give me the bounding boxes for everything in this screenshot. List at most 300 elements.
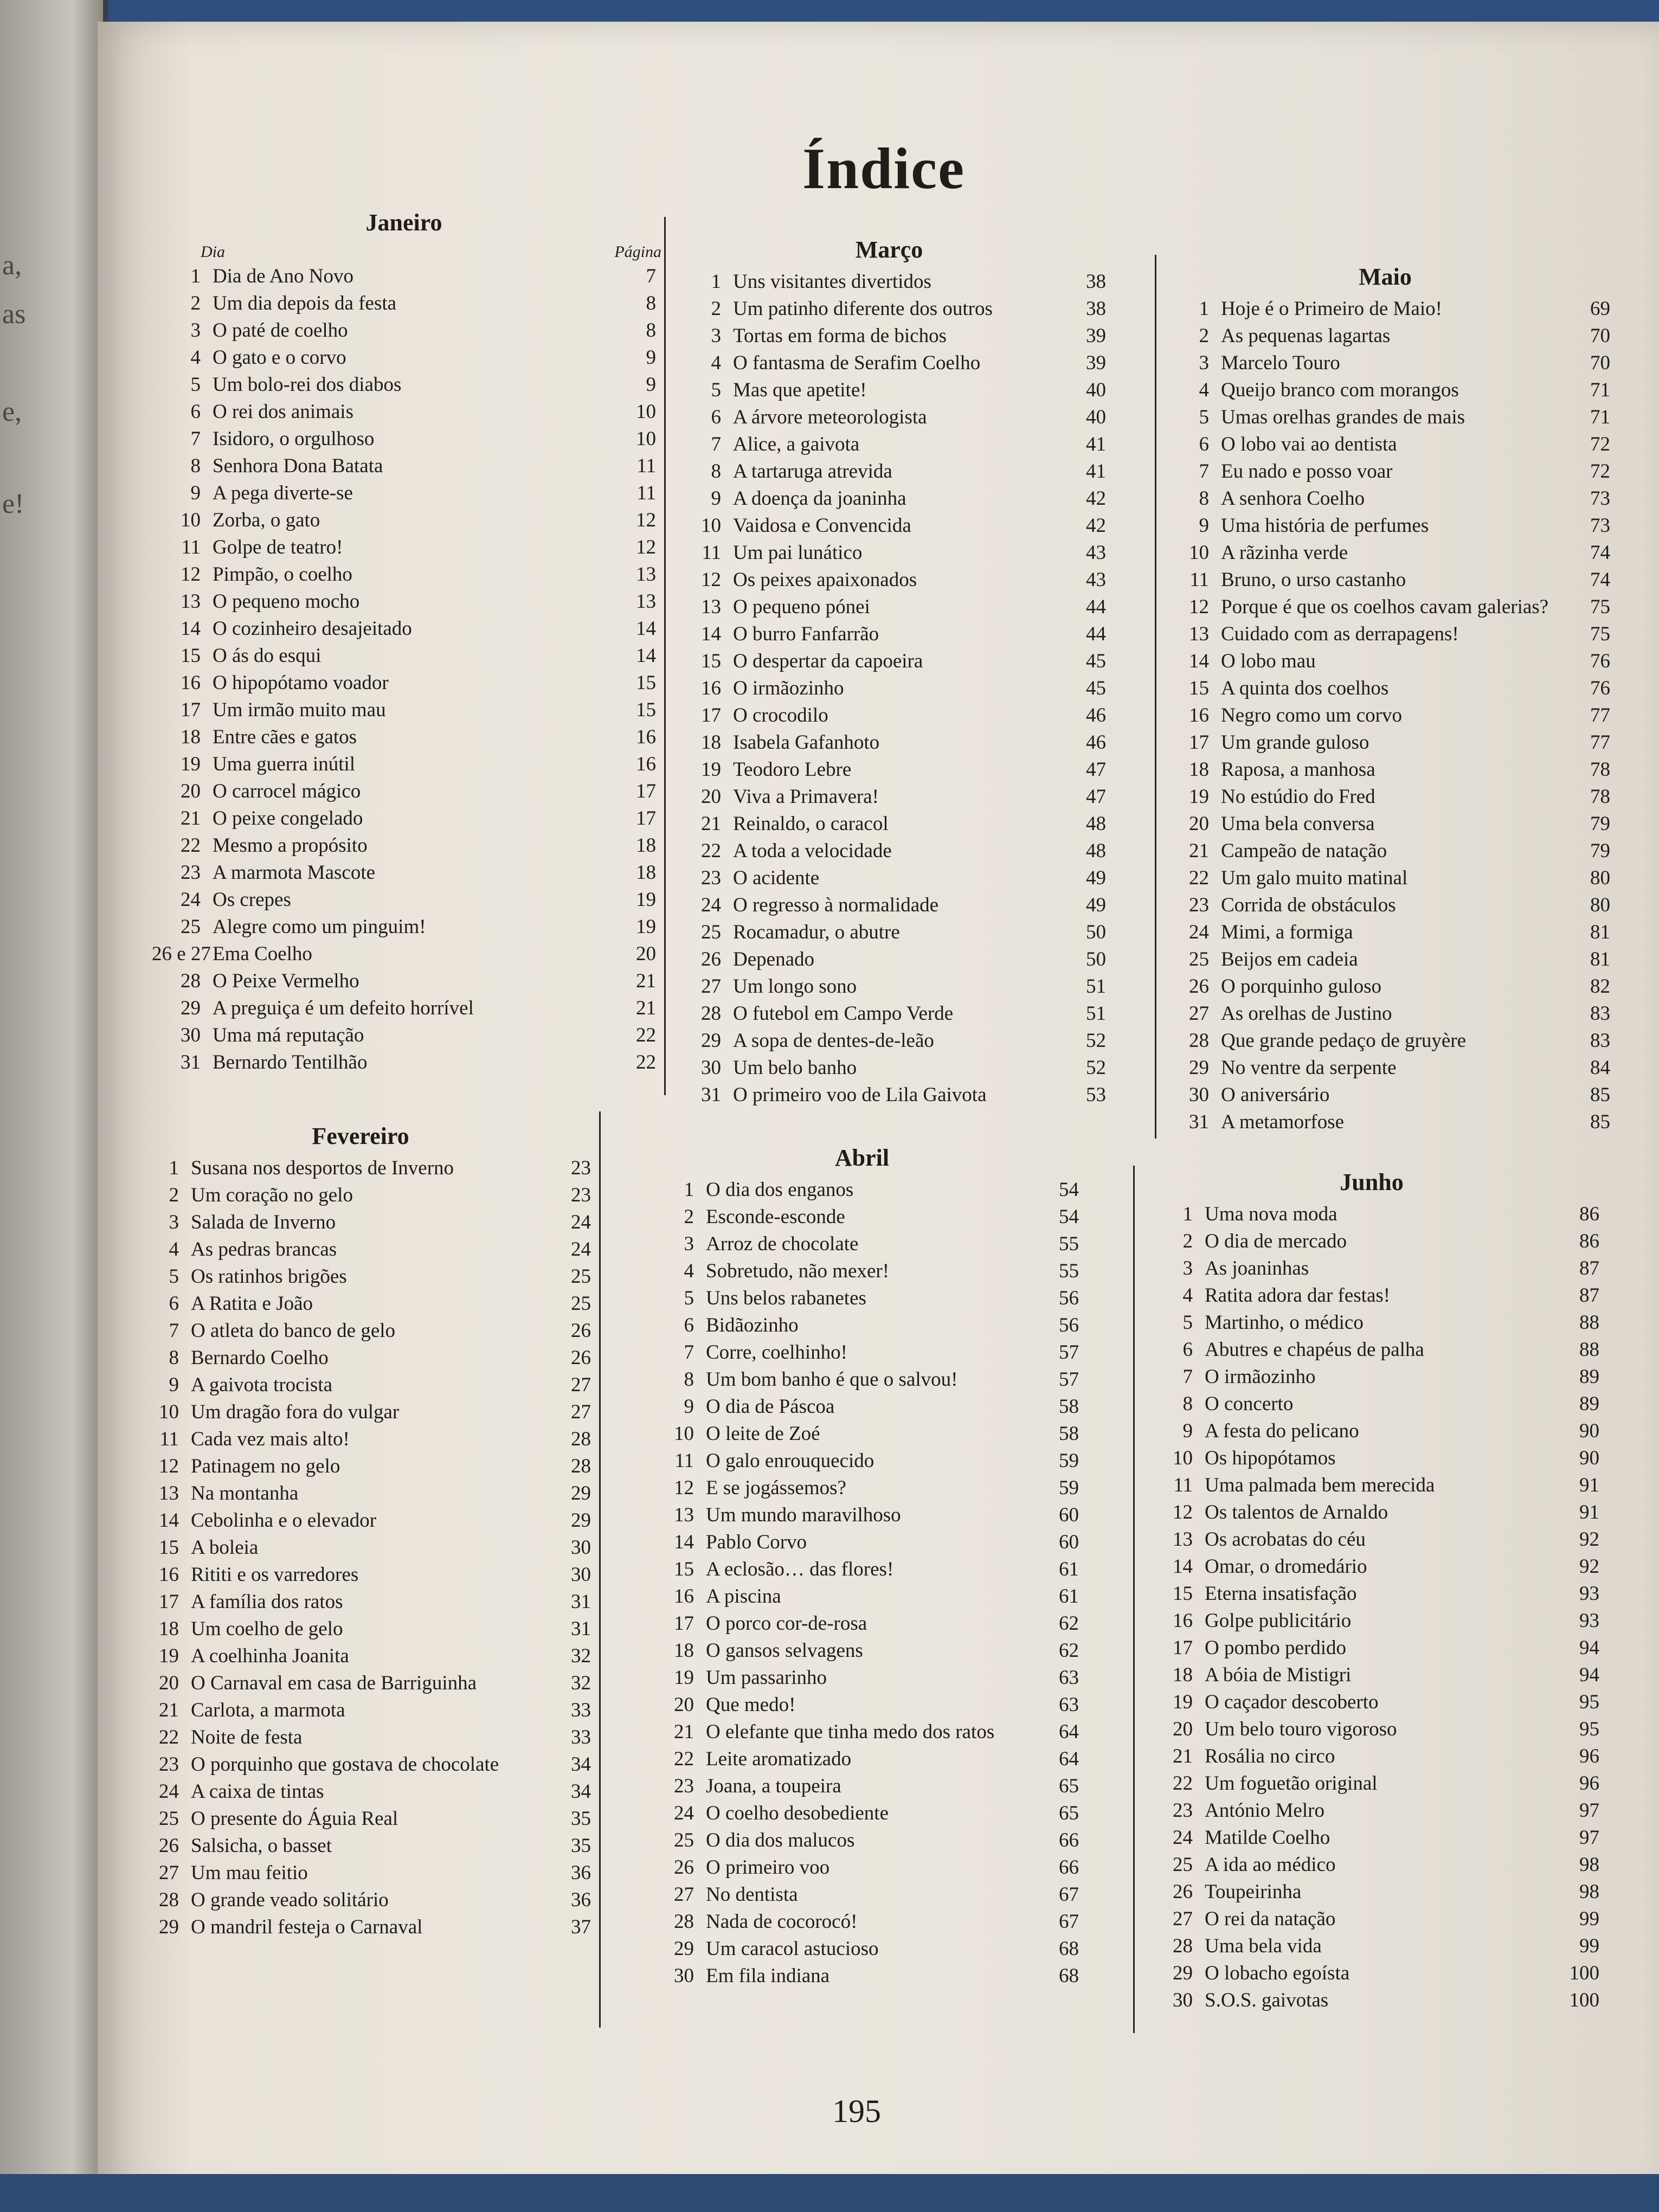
index-entry <box>672 975 1106 1002</box>
entry-page: 10 <box>636 401 656 423</box>
index-entry <box>645 1287 1079 1314</box>
entry-title: Uma guerra inútil <box>213 753 356 775</box>
entry-title: Os crepes <box>213 889 291 911</box>
entry-day: 11 <box>1189 569 1209 591</box>
index-entry <box>152 644 656 671</box>
column-divider <box>599 1111 601 2028</box>
entry-day: 16 <box>1173 1610 1193 1632</box>
entry-day: 4 <box>190 346 201 369</box>
entry-title: Uns visitantes divertidos <box>733 271 931 293</box>
entry-day: 23 <box>159 1753 179 1776</box>
index-entry <box>645 1693 1079 1720</box>
entry-title: O rei dos animais <box>213 401 353 423</box>
entry-page: 62 <box>1059 1612 1079 1635</box>
index-entry <box>152 834 656 861</box>
entry-title: O gato e o corvo <box>213 346 346 369</box>
index-entry <box>672 622 1106 650</box>
entry-title: A metamorfose <box>1221 1111 1345 1133</box>
entry-page: 39 <box>1086 325 1106 347</box>
index-entry <box>152 292 656 319</box>
entry-page: 83 <box>1590 1030 1610 1052</box>
entry-page: 96 <box>1579 1772 1599 1795</box>
entry-day: 22 <box>674 1748 694 1770</box>
index-entry <box>645 1883 1079 1910</box>
entry-page: 42 <box>1086 487 1106 510</box>
index-entry <box>645 1666 1079 1693</box>
entry-day: 29 <box>159 1916 179 1938</box>
entry-page: 13 <box>636 563 656 586</box>
entry-page: 37 <box>571 1916 591 1938</box>
entry-day: 6 <box>190 401 201 423</box>
entry-page: 84 <box>1590 1057 1610 1079</box>
index-entry <box>672 758 1106 785</box>
entry-page: 64 <box>1059 1748 1079 1770</box>
entry-day: 1 <box>169 1157 179 1179</box>
entry-page: 76 <box>1590 650 1610 672</box>
column-labels <box>152 243 661 265</box>
entry-title: A marmota Mascote <box>213 861 376 884</box>
index-entry <box>152 753 656 780</box>
entry-page: 79 <box>1590 813 1610 835</box>
entry-title: Martinho, o médico <box>1205 1311 1364 1334</box>
entry-day: 3 <box>190 319 201 342</box>
index-entry <box>645 1612 1079 1639</box>
entry-page: 96 <box>1579 1745 1599 1767</box>
entry-page: 46 <box>1086 704 1106 726</box>
index-entry <box>672 731 1106 758</box>
index-entry <box>1144 1853 1599 1880</box>
adjacent-page-edge <box>0 0 103 2212</box>
index-entry <box>1160 975 1610 1002</box>
entry-page: 94 <box>1579 1637 1599 1659</box>
entry-title: Um bom banho é que o salvou! <box>706 1368 958 1391</box>
entry-title: Rosália no circo <box>1205 1745 1335 1767</box>
entry-day: 9 <box>190 482 201 504</box>
index-entry <box>1160 1083 1610 1110</box>
index-entry <box>152 671 656 698</box>
entry-page: 70 <box>1590 352 1610 374</box>
entry-title: Um grande guloso <box>1221 731 1369 754</box>
entry-day: 6 <box>1199 433 1209 455</box>
entry-list <box>672 270 1106 1110</box>
entry-day: 26 <box>1189 975 1209 998</box>
entry-title: Alegre como um pinguim! <box>213 916 426 938</box>
entry-title: A pega diverte-se <box>213 482 353 504</box>
entry-page: 44 <box>1086 623 1106 645</box>
entry-title: O lobacho egoísta <box>1205 1962 1350 1984</box>
index-entry <box>672 893 1106 921</box>
entry-day: 15 <box>159 1536 179 1559</box>
entry-day: 1 <box>684 1179 694 1201</box>
entry-page: 87 <box>1579 1284 1599 1307</box>
index-entry <box>1160 595 1610 622</box>
entry-day: 21 <box>1189 840 1209 862</box>
entry-day: 27 <box>1189 1002 1209 1025</box>
entry-page: 75 <box>1590 596 1610 618</box>
index-entry <box>1144 1311 1599 1338</box>
index-entry <box>1144 1392 1599 1419</box>
entry-title: Bernardo Coelho <box>191 1347 329 1369</box>
entry-day: 29 <box>1189 1057 1209 1079</box>
entry-day: 31 <box>701 1084 721 1106</box>
entry-page: 38 <box>1086 298 1106 320</box>
index-entry <box>152 265 656 292</box>
index-entry <box>130 1292 591 1319</box>
entry-day: 20 <box>181 780 201 802</box>
entry-day: 24 <box>159 1780 179 1803</box>
entry-page: 90 <box>1579 1420 1599 1442</box>
index-entry <box>672 270 1106 297</box>
entry-title: Noite de festa <box>191 1726 303 1748</box>
entry-title: O paté de coelho <box>213 319 348 342</box>
index-entry <box>672 1002 1106 1029</box>
index-entry <box>645 1774 1079 1802</box>
entry-title: Bruno, o urso castanho <box>1221 569 1406 591</box>
entry-title: O aniversário <box>1221 1084 1330 1106</box>
entry-title: Uma palmada bem merecida <box>1205 1474 1435 1496</box>
index-entry <box>130 1834 591 1861</box>
index-entry <box>645 1232 1079 1259</box>
entry-page: 43 <box>1086 569 1106 591</box>
entry-title: O crocodilo <box>733 704 828 726</box>
index-entry <box>672 650 1106 677</box>
index-entry <box>152 807 656 834</box>
entry-page: 15 <box>636 672 656 694</box>
margin-fragment: a, <box>2 250 22 281</box>
entry-page: 40 <box>1086 379 1106 401</box>
index-entry <box>1160 460 1610 487</box>
entry-day: 23 <box>674 1775 694 1797</box>
entry-title: Que medo! <box>706 1694 796 1716</box>
entry-day: 10 <box>701 515 721 537</box>
entry-day: 8 <box>684 1368 694 1391</box>
entry-title: Um bolo-rei dos diabos <box>213 374 402 396</box>
entry-title: A rãzinha verde <box>1221 542 1348 564</box>
entry-day: 26 <box>701 948 721 970</box>
entry-page: 51 <box>1086 975 1106 998</box>
index-entry <box>645 1856 1079 1883</box>
entry-day: 21 <box>181 807 201 829</box>
entry-title: Toupeirinha <box>1205 1881 1302 1903</box>
month-heading: Fevereiro <box>312 1123 409 1149</box>
entry-title: A toda a velocidade <box>733 840 892 862</box>
index-entry <box>645 1178 1079 1205</box>
index-entry <box>130 1156 591 1184</box>
entry-day: 25 <box>181 916 201 938</box>
entry-page: 69 <box>1590 298 1610 320</box>
index-entry <box>130 1184 591 1211</box>
entry-day: 5 <box>190 374 201 396</box>
index-entry <box>672 514 1106 541</box>
entry-page: 99 <box>1579 1935 1599 1957</box>
entry-day: 8 <box>1199 487 1209 510</box>
entry-day: 11 <box>674 1450 694 1472</box>
index-entry <box>1144 1501 1599 1528</box>
entry-page: 74 <box>1590 569 1610 591</box>
entry-page: 31 <box>571 1618 591 1640</box>
index-entry <box>645 1558 1079 1585</box>
entry-day: 27 <box>701 975 721 998</box>
index-entry <box>645 1449 1079 1476</box>
entry-title: O grande veado solitário <box>191 1889 389 1911</box>
entry-page: 86 <box>1579 1203 1599 1225</box>
index-entry <box>1144 1257 1599 1284</box>
entry-page: 100 <box>1569 1989 1599 2011</box>
entry-title: A gaivota trocista <box>191 1374 332 1396</box>
entry-page: 8 <box>646 292 656 314</box>
entry-day: 22 <box>1173 1772 1193 1795</box>
entry-page: 41 <box>1086 433 1106 455</box>
entry-title: Omar, o dromedário <box>1205 1555 1367 1578</box>
index-entry <box>152 617 656 644</box>
index-entry <box>672 812 1106 839</box>
page-number: 195 <box>832 2093 881 2129</box>
index-entry <box>1144 1446 1599 1474</box>
index-entry <box>1160 297 1610 324</box>
entry-page: 87 <box>1579 1257 1599 1279</box>
entry-title: O cozinheiro desajeitado <box>213 618 412 640</box>
entry-title: O leite de Zoé <box>706 1423 820 1445</box>
entry-page: 14 <box>636 618 656 640</box>
entry-title: Viva a Primavera! <box>733 786 879 808</box>
index-entry <box>645 1205 1079 1232</box>
entry-day: 4 <box>711 352 721 374</box>
entry-day: 25 <box>159 1808 179 1830</box>
index-entry <box>152 373 656 400</box>
entry-page: 22 <box>636 1051 656 1073</box>
entry-title: Na montanha <box>191 1482 299 1504</box>
entry-page: 58 <box>1059 1423 1079 1445</box>
entry-title: Os acrobatas do céu <box>1205 1528 1366 1551</box>
dia-label: Dia <box>201 243 225 261</box>
entry-title: O concerto <box>1205 1393 1294 1415</box>
entry-title: Uns belos rabanetes <box>706 1287 866 1309</box>
entry-day: 22 <box>701 840 721 862</box>
entry-day: 25 <box>1189 948 1209 970</box>
entry-title: A festa do pelicano <box>1205 1420 1359 1442</box>
entry-title: Cada vez mais alto! <box>191 1428 350 1450</box>
entry-day: 22 <box>1189 867 1209 889</box>
entry-day: 2 <box>1199 325 1209 347</box>
entry-day: 6 <box>684 1314 694 1336</box>
entry-day: 12 <box>674 1477 694 1499</box>
entry-day: 1 <box>711 271 721 293</box>
entry-page: 85 <box>1590 1084 1610 1106</box>
index-entry <box>1144 1338 1599 1365</box>
index-entry <box>672 948 1106 975</box>
index-entry <box>645 1720 1079 1747</box>
entry-day: 17 <box>701 704 721 726</box>
entry-day: 30 <box>674 1965 694 1987</box>
entry-title: O despertar da capoeira <box>733 650 923 672</box>
entry-title: Corre, coelhinho! <box>706 1341 847 1364</box>
entry-page: 42 <box>1086 515 1106 537</box>
entry-page: 92 <box>1579 1528 1599 1551</box>
index-entry <box>1160 785 1610 812</box>
entry-day: 23 <box>1189 894 1209 916</box>
index-entry <box>1144 1799 1599 1826</box>
index-entry <box>1160 758 1610 785</box>
index-entry <box>1144 1718 1599 1745</box>
index-entry <box>672 378 1106 406</box>
entry-day: 21 <box>701 813 721 835</box>
index-entry <box>130 1671 591 1699</box>
entry-title: A doença da joaninha <box>733 487 906 510</box>
entry-page: 18 <box>636 834 656 857</box>
entry-title: O porco cor-de-rosa <box>706 1612 867 1635</box>
entry-page: 61 <box>1059 1558 1079 1580</box>
entry-day: 22 <box>181 834 201 857</box>
entry-title: Em fila indiana <box>706 1965 830 1987</box>
entry-title: Pablo Corvo <box>706 1531 807 1553</box>
entry-title: Abutres e chapéus de palha <box>1205 1339 1424 1361</box>
index-entry <box>1160 541 1610 568</box>
entry-day: 28 <box>159 1889 179 1911</box>
entry-title: As pedras brancas <box>191 1238 337 1261</box>
entry-page: 98 <box>1579 1854 1599 1876</box>
entry-title: Hoje é o Primeiro de Maio! <box>1221 298 1442 320</box>
entry-page: 83 <box>1590 1002 1610 1025</box>
entry-title: Matilde Coelho <box>1205 1827 1330 1849</box>
entry-page: 65 <box>1059 1802 1079 1824</box>
index-entry <box>130 1346 591 1373</box>
entry-day: 3 <box>711 325 721 347</box>
entry-page: 28 <box>571 1455 591 1477</box>
month-heading: Janeiro <box>365 209 442 236</box>
entry-page: 98 <box>1579 1881 1599 1903</box>
index-entry <box>672 921 1106 948</box>
index-entry <box>130 1915 591 1943</box>
entry-title: A piscina <box>706 1585 781 1607</box>
entry-page: 30 <box>571 1536 591 1559</box>
entry-page: 19 <box>636 916 656 938</box>
entry-title: A árvore meteorologista <box>733 406 927 428</box>
entry-page: 97 <box>1579 1799 1599 1822</box>
entry-page: 21 <box>636 997 656 1019</box>
entry-day: 26 <box>674 1856 694 1879</box>
entry-day: 19 <box>674 1667 694 1689</box>
entry-page: 10 <box>636 428 656 450</box>
index-entry <box>645 1314 1079 1341</box>
entry-day: 14 <box>701 623 721 645</box>
index-entry <box>130 1455 591 1482</box>
entry-day: 18 <box>181 726 201 748</box>
month-heading: Abril <box>834 1144 890 1171</box>
entry-title: Umas orelhas grandes de mais <box>1221 406 1465 428</box>
entry-page: 72 <box>1590 433 1610 455</box>
entry-page: 86 <box>1579 1230 1599 1252</box>
entry-day: 7 <box>684 1341 694 1364</box>
entry-day: 24 <box>1173 1827 1193 1849</box>
index-entry <box>1144 1419 1599 1446</box>
index-entry <box>672 1029 1106 1056</box>
index-entry <box>1160 677 1610 704</box>
entry-title: Dia de Ano Novo <box>213 265 353 287</box>
entry-title: O coelho desobediente <box>706 1802 889 1824</box>
index-entry <box>130 1726 591 1753</box>
entry-page: 35 <box>571 1808 591 1830</box>
entry-page: 81 <box>1590 948 1610 970</box>
entry-title: Um belo banho <box>733 1057 857 1079</box>
entry-page: 65 <box>1059 1775 1079 1797</box>
entry-page: 54 <box>1059 1179 1079 1201</box>
entry-title: No dentista <box>706 1883 798 1906</box>
entry-title: Ema Coelho <box>213 943 312 965</box>
index-entry <box>130 1590 591 1617</box>
entry-page: 43 <box>1086 542 1106 564</box>
entry-title: O Carnaval em casa de Barriguinha <box>191 1672 477 1694</box>
entry-day: 9 <box>711 487 721 510</box>
index-entry <box>645 1910 1079 1937</box>
entry-title: O dia dos enganos <box>706 1179 854 1201</box>
month-section-abril <box>645 1144 1079 1991</box>
entry-day: 4 <box>684 1260 694 1282</box>
entry-day: 19 <box>701 758 721 781</box>
margin-fragment: e! <box>2 488 24 519</box>
entry-page: 36 <box>571 1862 591 1884</box>
entry-day: 14 <box>181 618 201 640</box>
entry-day: 8 <box>1182 1393 1193 1415</box>
entry-page: 59 <box>1059 1477 1079 1499</box>
entry-page: 51 <box>1086 1002 1106 1025</box>
entry-page: 66 <box>1059 1829 1079 1851</box>
entry-title: Os talentos de Arnaldo <box>1205 1501 1388 1523</box>
index-entry <box>1144 1772 1599 1799</box>
entry-page: 68 <box>1059 1965 1079 1987</box>
index-entry <box>645 1802 1079 1829</box>
entry-title: A coelhinha Joanita <box>191 1645 349 1667</box>
entry-page: 28 <box>571 1428 591 1450</box>
entry-title: Os peixes apaixonados <box>733 569 917 591</box>
entry-day: 9 <box>1182 1420 1193 1442</box>
index-entry <box>645 1368 1079 1395</box>
entry-day: 29 <box>674 1938 694 1960</box>
entry-page: 91 <box>1579 1501 1599 1523</box>
entry-page: 82 <box>1590 975 1610 998</box>
entry-title: Cuidado com as derrapagens! <box>1221 623 1459 645</box>
index-entry <box>152 563 656 590</box>
entry-title: O pequeno mocho <box>213 590 360 613</box>
entry-page: 76 <box>1590 677 1610 699</box>
index-entry <box>152 780 656 807</box>
entry-page: 71 <box>1590 379 1610 401</box>
entry-title: Pimpão, o coelho <box>213 563 352 586</box>
entry-day: 30 <box>1189 1084 1209 1106</box>
entry-day: 15 <box>674 1558 694 1580</box>
entry-list <box>130 1156 591 1943</box>
entry-day: 26 <box>1173 1881 1193 1903</box>
column-divider <box>1133 1166 1135 2033</box>
entry-day: 15 <box>1173 1583 1193 1605</box>
month-section-maio <box>1160 263 1610 1137</box>
entry-day: 24 <box>701 894 721 916</box>
entry-title: A sopa de dentes-de-leão <box>733 1030 934 1052</box>
index-entry <box>1160 378 1610 406</box>
index-entry <box>1160 324 1610 351</box>
entry-day: 19 <box>159 1645 179 1667</box>
index-entry <box>1160 514 1610 541</box>
index-entry <box>152 996 656 1024</box>
entry-day: 21 <box>1173 1745 1193 1767</box>
index-entry <box>1144 1745 1599 1772</box>
entry-day: 27 <box>674 1883 694 1906</box>
index-entry <box>1160 1056 1610 1083</box>
entry-page: 72 <box>1590 460 1610 483</box>
entry-day: 15 <box>1189 677 1209 699</box>
entry-page: 36 <box>571 1889 591 1911</box>
entry-title: O porquinho que gostava de chocolate <box>191 1753 499 1776</box>
entry-page: 81 <box>1590 921 1610 943</box>
